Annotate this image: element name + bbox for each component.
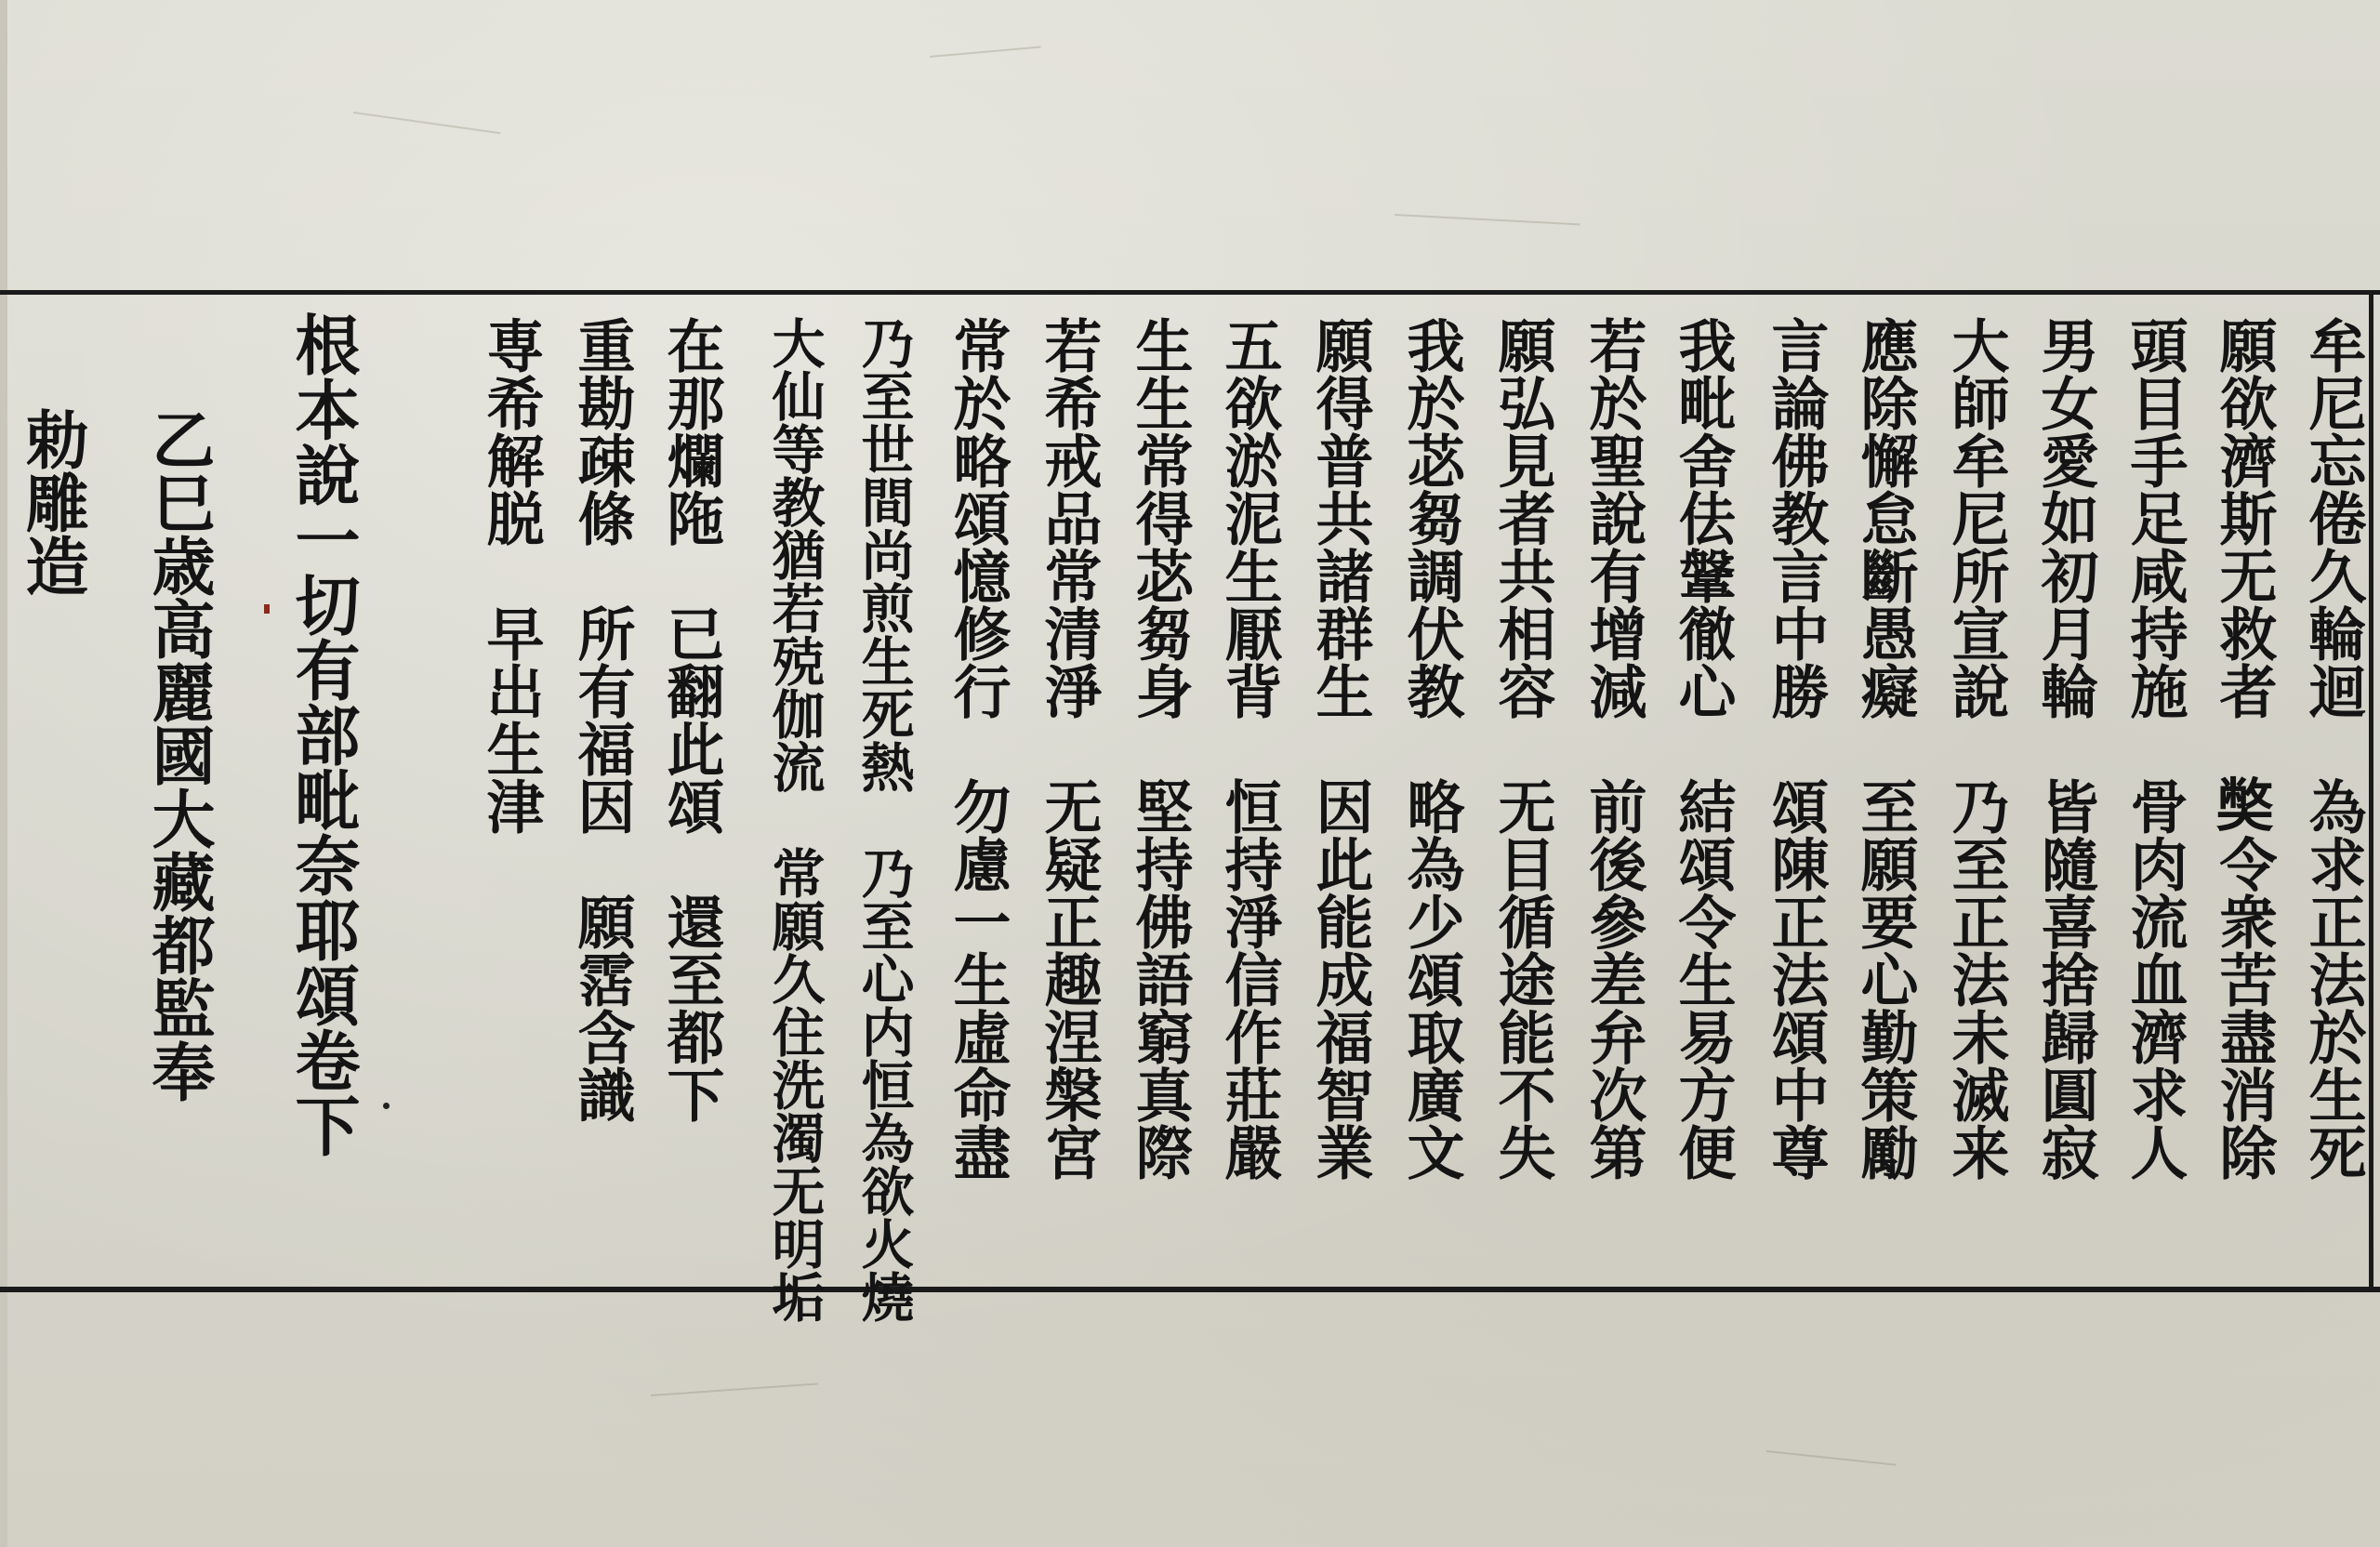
text-column-19: 在那爛陁 已翻此頌 還至都下 [657, 316, 725, 1123]
text-column-4: 男女愛如初月輪 皆隨喜捨歸圓寂 [2031, 316, 2099, 1181]
ink-dot [383, 1103, 390, 1109]
sutra-title: 根本說一切有部毗奈耶頌卷下 [284, 311, 362, 1157]
text-column-1: 牟尼忘倦久輪迴 為求正法於生死 [2299, 316, 2367, 1181]
text-column-15: 若希戒品常清淨 无疑正趣涅槃宮 [1035, 316, 1103, 1181]
text-column-11: 我於苾芻調伏教 略為少頌取廣文 [1397, 316, 1465, 1181]
text-column-13: 五欲淤泥生厭背 恒持淨信作莊嚴 [1215, 316, 1283, 1181]
colophon-line-2: 勅雕造 [15, 407, 89, 597]
text-column-14: 生生常得苾芻身 堅持佛語窮真際 [1126, 316, 1194, 1181]
text-column-10: 願弘見者共相容 无目循途能不失 [1488, 316, 1556, 1181]
page-edge [0, 0, 7, 1547]
text-column-8: 我毗舍佉鞶徹心 結頌令生易方便 [1669, 316, 1737, 1181]
text-column-16: 常於略頌憶修行 勿慮一生虛命盡 [944, 316, 1012, 1181]
frame-rule-top [0, 290, 2380, 295]
text-column-21: 専希解脱 早出生津 [477, 316, 545, 835]
text-column-2: 願欲濟斯无救者 𡚁令衆苦盡消除 [2210, 316, 2278, 1181]
text-column-5: 大師牟尼所宣說 乃至正法未滅来 [1942, 316, 2010, 1181]
paper-fiber [1395, 214, 1580, 225]
text-column-18: 大仙等教猶若殑伽流 常願久住洗濁无明垢 [763, 316, 826, 1323]
text-column-12: 願得普共諸群生 因此能成福智業 [1306, 316, 1374, 1181]
text-column-3: 頭目手足咸持施 骨肉流血濟求人 [2121, 316, 2188, 1181]
frame-rule-bottom [0, 1287, 2380, 1292]
text-column-6: 應除懈怠斷愚癡 至願要心勤策勵 [1851, 316, 1919, 1181]
paper-fiber [930, 46, 1041, 58]
text-column-17: 乃至世間尚煎生死熱 乃至心内恒為欲火燒 [853, 316, 915, 1323]
red-seal-mark [264, 604, 270, 614]
paper-fiber [651, 1382, 818, 1396]
text-column-9: 若於聖說有增減 前後參差弁次第 [1580, 316, 1647, 1181]
paper-fiber [1766, 1450, 1896, 1466]
text-column-20: 重勘疎條 所有福因 願霑含識 [568, 316, 636, 1123]
text-column-7: 言論佛教言中勝 頌陳正法頌中尊 [1762, 316, 1830, 1181]
frame-rule-right [2369, 290, 2373, 1292]
paper-fiber [353, 112, 501, 134]
colophon-line-1: 乙巳歳高麗國大藏都監奉 [141, 407, 216, 1103]
